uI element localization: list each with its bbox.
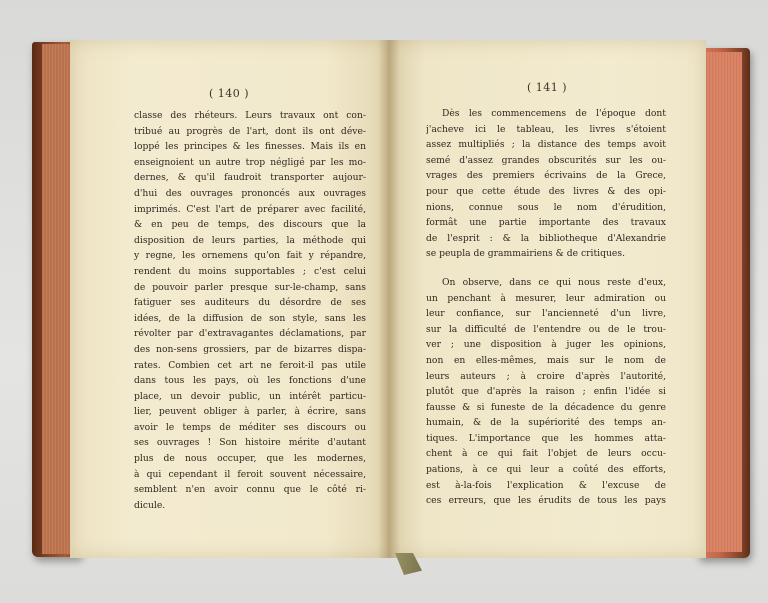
page-edges-right — [702, 52, 742, 552]
text-line: idées, de la diffusion de son style, sans les — [134, 312, 366, 324]
text-line: se peupla de grammairiens & de critiques. — [426, 248, 625, 260]
text-line: plus de nous occuper, que les modernes, — [134, 453, 366, 465]
text-line: imprimés. C'est l'art de préparer avec facilité, — [134, 203, 366, 215]
text-line: à qui cependant il feroit souvent nécessaire, — [134, 468, 366, 480]
text-line: de pouvoir parler presque sur-le-champ, sans — [134, 281, 366, 293]
text-line: ver ; une disposition à juger les opinions, — [426, 339, 666, 351]
paragraph-gap — [426, 262, 666, 275]
text-line: avoir le temps de méditer ses discours ou — [134, 421, 366, 433]
text-line: tribué au progrès de l'art, dont ils ont déve- — [134, 125, 366, 137]
text-line: enseignoient un autre trop négligé par les mo- — [134, 156, 366, 168]
text-line: nions, connue sous le nom d'érudition, — [426, 201, 666, 213]
text-line: dernes, & qu'il faudroit transporter aujour- — [134, 172, 366, 184]
text-line: place, un devoir public, un intérêt particu- — [134, 390, 366, 402]
text-line: fausse & si funeste de la décadence du genre — [426, 401, 666, 413]
right-page-text — [426, 106, 666, 509]
text-line: & en peu de temps, des discours que la — [134, 219, 366, 231]
text-line: chent à ce qui fait l'objet de leurs occu- — [426, 448, 666, 460]
text-line: disposition de leurs parties, la méthode qui — [134, 234, 366, 246]
text-line: pations, à ce qui leur a coûté des efforts, — [426, 464, 666, 476]
left-page-number: ( 140 ) — [208, 87, 250, 100]
text-line: lier, peuvent obliger à parler, à écrire, sans — [134, 406, 366, 418]
text-line: semé d'assez grandes obscurités sur les ou- — [426, 154, 666, 166]
text-line: y regne, les ornemens qu'on fait y répandre, — [134, 250, 366, 262]
text-line: rates. Combien cet art ne feroit-il pas utile — [134, 359, 366, 371]
text-line: leurs auteurs ; à croire d'après l'autorité, — [426, 370, 666, 382]
book-gutter — [378, 40, 400, 558]
text-line: révolter par d'extravagantes déclamations, par — [134, 328, 366, 340]
text-line: des non-sens grossiers, par de bizarres dispa- — [134, 343, 366, 355]
right-page-number: ( 141 ) — [526, 81, 568, 94]
text-line: loppé les principes & les finesses. Mais ils en — [134, 141, 366, 153]
text-line: humain, & de la supériorité des temps an- — [426, 417, 666, 429]
text-line: semblent n'en avoir connu que le côté ri- — [134, 484, 366, 496]
text-line: pour que cette étude des livres & des opi- — [426, 185, 666, 197]
text-line: de l'esprit : & la bibliotheque d'Alexandrie — [426, 232, 666, 244]
text-line: vrages des premiers écrivains de la Grece, — [426, 170, 666, 182]
text-line: dicule. — [134, 499, 166, 511]
text-line: assez multipliés ; la distance des temps avoit — [426, 139, 666, 151]
text-line: fatiguer ses auditeurs du désordre de ses — [134, 297, 366, 309]
text-line: plutôt que d'après la raison ; enfin l'idée si — [426, 386, 666, 398]
text-line: formât une partie importante des travaux — [426, 217, 666, 229]
text-line: j'acheve ici le tableau, les livres s'étoient — [426, 123, 666, 135]
text-line: On observe, dans ce qui nous reste d'eux, — [442, 276, 666, 288]
left-page — [70, 40, 388, 558]
text-line: est à-la-fois l'explication & l'excuse de — [426, 479, 666, 491]
text-line: leur confiance, sur l'ancienneté d'un livre, — [426, 308, 666, 320]
right-page — [388, 40, 706, 558]
text-line: tiques. L'importance que les hommes atta- — [426, 432, 666, 444]
text-line: non en elles-mêmes, mais sur le nom de — [426, 354, 666, 366]
text-line: dans tous les pays, où les fonctions d'une — [134, 375, 366, 387]
text-line: rendent du moins supportables ; c'est celui — [134, 265, 366, 277]
text-line: ses ouvrages ! Son histoire mérite d'autant — [134, 437, 366, 449]
open-book — [32, 38, 750, 563]
text-line: Dès les commencemens de l'époque dont — [442, 108, 666, 119]
text-line: un penchant à mesurer, leur admiration ou — [426, 292, 666, 304]
left-page-text — [134, 108, 366, 513]
text-line: ces erreurs, que les érudits de tous les pays — [426, 495, 666, 507]
text-line: classe des rhéteurs. Leurs travaux ont con- — [134, 110, 366, 121]
text-line: d'hui des ouvrages prononcés aux ouvrages — [134, 187, 366, 199]
text-line: sur la difficulté de l'entendre ou de le trou- — [426, 323, 666, 335]
